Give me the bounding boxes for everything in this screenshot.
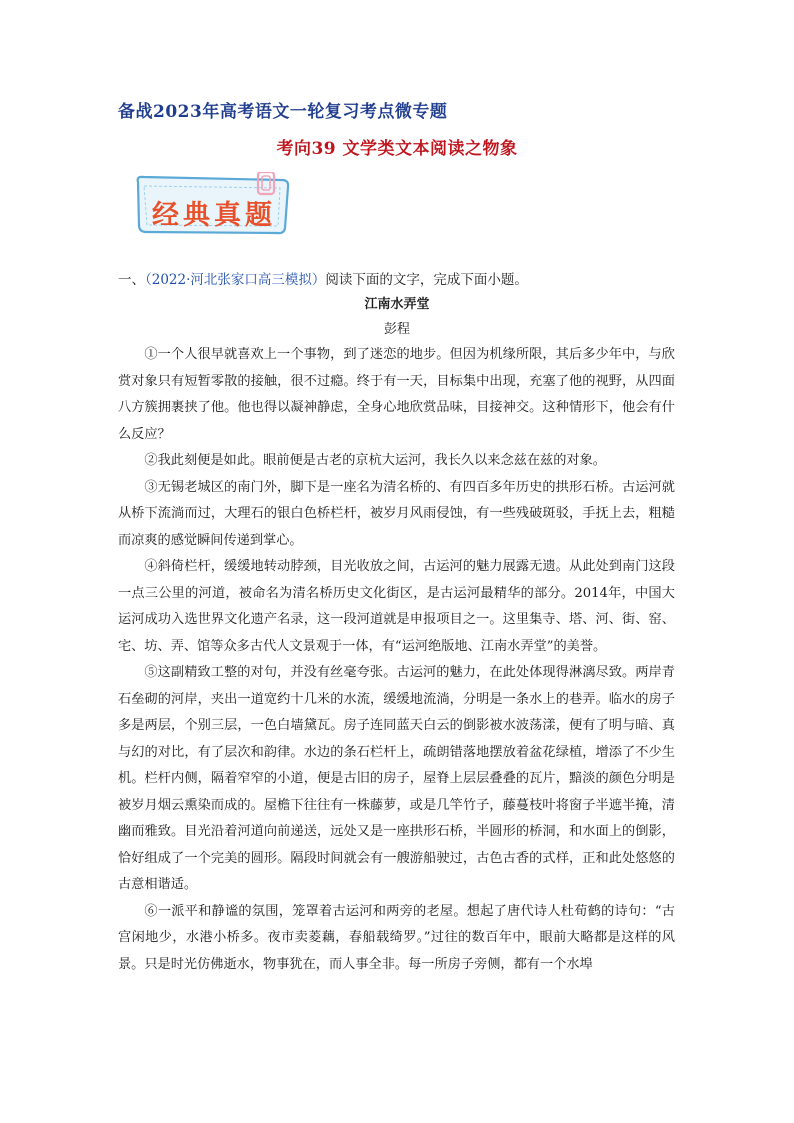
- paragraph-4: ④斜倚栏杆，缓缓地转动脖颈，目光收放之间，古运河的魅力展露无遗。从此处到南门这段一点三公里的河道，被命名为清名桥历史文化街区，是古运河最精华的部分。2014年，中国大运河成功入选世界文化遗产名录，这一段河道就是申报项目之一。这里集寺、塔、河、街、窑、宅、坊、弄、馆等众多古代人文景观于一体，有“运河绝版地、江南水弄堂”的美誉。: [118, 559, 675, 654]
- question-source: （2022·河北张家口高三模拟）: [145, 272, 326, 288]
- series-title: 备战2023年高考语文一轮复习考点微专题: [118, 102, 448, 122]
- paragraph-5: ⑤这副精致工整的对句，并没有丝毫夸张。古运河的魅力，在此处体现得淋漓尽致。两岸青石垒砌的河岸，夹出一道宽约十几米的水流，缓缓地流淌，分明是一条水上的巷弄。临水的房子多是两层，个别三层，一色白墙黛瓦。房子连同蓝天白云的倒影被水波荡漾，便有了明与暗、真与幻的对比，有了层次和韵律。水边的条石栏杆上，疏朗错落地摆放着盆花绿植，增添了不少生机。栏杆内侧，隔着窄窄的小道，便是古旧的房子，屋脊上层层叠叠的瓦片，黯淡的颜色分明是被岁月烟云熏染而成的。屋檐下往往有一株藤萝，或是几竿竹子，藤蔓枝叶将窗子半遮半掩，清幽而雅致。目光沿着河道向前递送，远处又是一座拱形石桥，半圆形的桥洞，和水面上的倒影，恰好组成了一个完美的圆形。隔段时间就会有一艘游船驶过，古色古香的式样，正和此处悠悠的古意相谐适。: [118, 665, 675, 892]
- paragraph-3: ③无锡老城区的南门外，脚下是一座名为清名桥的、有四百多年历史的拱形石桥。古运河就从桥下流淌而过，大理石的银白色桥栏杆，被岁月风雨侵蚀，有一些残破斑驳，手抚上去，粗糙而凉爽的感觉瞬间传递到掌心。: [118, 479, 675, 548]
- question-instruction: 阅读下面的文字，完成下面小题。: [325, 272, 528, 288]
- passage-author: 彭程: [383, 322, 410, 337]
- banner-label: 经典真题: [152, 200, 276, 231]
- paragraph-2: ②我此刻便是如此。眼前便是古老的京杭大运河，我长久以来念兹在兹的对象。: [144, 453, 606, 468]
- topic-title: 考向39 文学类文本阅读之物象: [276, 139, 518, 159]
- passage-title: 江南水弄堂: [364, 297, 430, 312]
- question-heading: [118, 268, 528, 288]
- question-number: 一、: [118, 272, 145, 288]
- paragraph-6: ⑥一派平和静谧的氛围，笼罩着古运河和两旁的老屋。想起了唐代诗人杜荀鹤的诗句：“古宫闲地少，水港小桥多。夜市卖菱藕，春船载绮罗。”过往的数百年中，眼前大略都是这样的风景。只是时光仿佛逝水，物事犹在，而人事全非。每一所房子旁侧，都有一个水埠: [118, 903, 675, 972]
- passage-body: [118, 342, 675, 978]
- paragraph-1: ①一个人很早就喜欢上一个事物，到了迷恋的地步。但因为机缘所限，其后多少年中，与欣赏对象只有短暂零散的接触，很不过瘾。终于有一天，目标集中出现，充塞了他的视野，从四面八方簇拥裹挟了他。他也得以凝神静虑，全身心地欣赏品味，目接神交。这种情形下，他会有什么反应？: [118, 347, 675, 442]
